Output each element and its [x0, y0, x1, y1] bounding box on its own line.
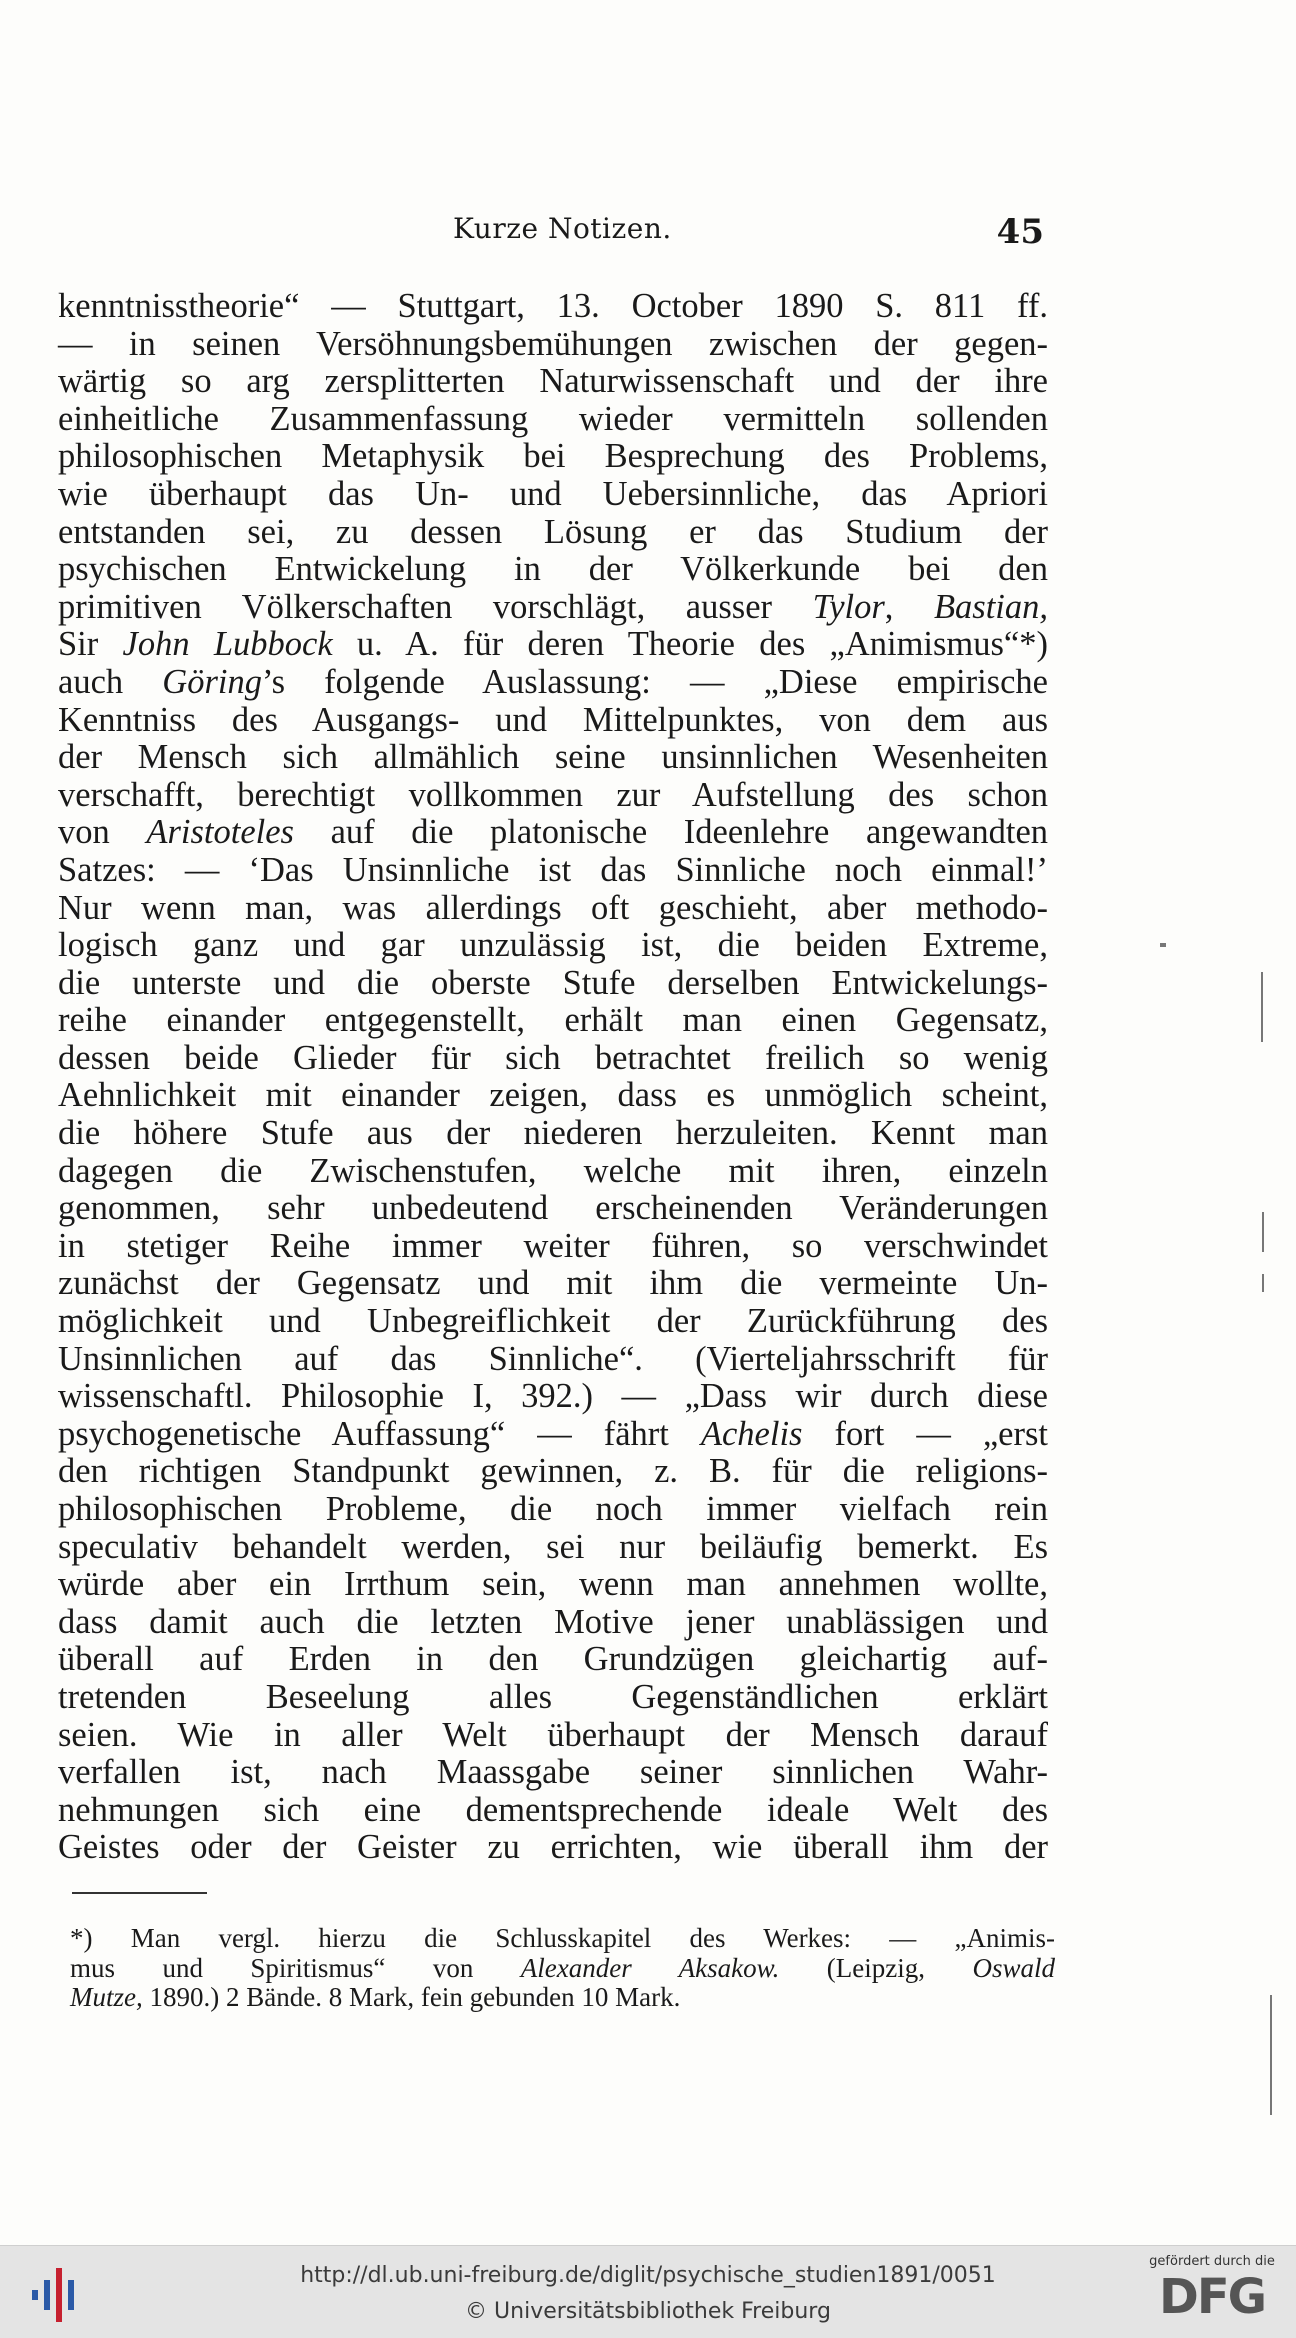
text-line: logisch ganz und gar unzulässig ist, die beiden Extreme, — [58, 926, 1048, 965]
text-line — [58, 664, 1048, 702]
person-name: Göring — [162, 662, 262, 701]
text-line: die unterste und die oberste Stufe derselben Entwickelungs- — [58, 963, 1048, 1002]
text-line — [58, 814, 1048, 852]
text-line — [58, 1416, 1048, 1454]
text-line: Satzes: — ‘Das Unsinnliche ist das Sinnliche noch einmal!’ — [58, 850, 1048, 889]
text-segment: Sir — [58, 625, 123, 664]
author-name: Alexander Aksakow. — [520, 1952, 780, 1983]
person-name: Tylor — [812, 587, 885, 626]
page-header — [58, 212, 1044, 252]
text-line: Aehnlichkeit mit einander zeigen, dass es unmöglich scheint, — [58, 1076, 1048, 1115]
text-segment: psychogenetische Auffassung“ — fährt — [58, 1414, 701, 1453]
text-line: Kenntniss des Ausgangs- und Mittelpunktes, von dem aus — [58, 700, 1048, 739]
footer-bar — [0, 2245, 1296, 2338]
text-segment: 1890.) 2 Bände. 8 Mark, fein gebunden 10 Mark. — [142, 1982, 681, 2012]
text-line: Unsinnlichen auf das Sinnliche“. (Vierteljahrsschrift für — [58, 1339, 1048, 1378]
dfg-logo — [1142, 2254, 1282, 2334]
dfg-wordmark: DFG — [1158, 2269, 1266, 2325]
text-segment: ’s folgende Auslassung: — „Diese empirische — [261, 662, 1048, 701]
text-line: verschafft, berechtigt vollkommen zur Aufstellung des schon — [58, 775, 1048, 814]
text-line: überall auf Erden in den Grundzügen gleichartig auf- — [58, 1640, 1048, 1679]
text-line: der Mensch sich allmählich seine unsinnlichen Wesenheiten — [58, 738, 1048, 777]
footnote-rule — [72, 1892, 207, 1894]
body-text — [58, 288, 1048, 1867]
text-segment: , — [884, 587, 934, 626]
text-line: in stetiger Reihe immer weiter führen, so verschwindet — [58, 1226, 1048, 1265]
scan-artifact — [1262, 1212, 1264, 1252]
text-segment: auch — [58, 662, 163, 701]
dfg-caption: gefördert durch die — [1149, 2254, 1275, 2269]
text-line: tretenden Beseelung alles Gegenständlichen erklärt — [58, 1677, 1048, 1716]
text-segment: auf die platonische Ideenlehre angewandten — [293, 813, 1049, 852]
scan-artifact — [1261, 972, 1263, 1042]
text-segment: von — [58, 813, 147, 852]
text-line: kenntnisstheorie“ — Stuttgart, 13. October 1890 S. 811 ff. — [58, 287, 1048, 325]
text-line: wärtig so arg zersplitterten Naturwissenschaft und der ihre — [58, 362, 1048, 401]
text-segment: mus und Spiritismus“ von — [70, 1952, 521, 1983]
text-line — [58, 626, 1048, 664]
text-line: nehmungen sich eine dementsprechende ideale Welt des — [58, 1790, 1048, 1829]
text-line: philosophischen Metaphysik bei Besprechung des Problems, — [58, 437, 1048, 476]
person-name: Bastian, — [933, 587, 1048, 626]
text-segment: fort — „erst — [802, 1414, 1048, 1453]
text-line: genommen, sehr unbedeutend erscheinenden Veränderungen — [58, 1189, 1048, 1228]
text-line: Nur wenn man, was allerdings oft geschieht, aber methodo- — [58, 888, 1048, 927]
person-name: Aristoteles — [146, 813, 294, 852]
person-name: John Lubbock — [122, 625, 333, 664]
text-line: speculativ behandelt werden, sei nur beiläufig bemerkt. Es — [58, 1527, 1048, 1566]
text-segment: primitiven Völkerschaften vorschlägt, ausser — [58, 587, 813, 626]
text-line: wie überhaupt das Un- und Uebersinnliche, das Apriori — [58, 474, 1048, 513]
text-segment: u. A. für deren Theorie des „Animismus“*) — [332, 625, 1048, 664]
text-line: dagegen die Zwischenstufen, welche mit ihren, einzeln — [58, 1151, 1048, 1190]
running-title: Kurze Notizen. — [453, 212, 672, 245]
publisher-name: Mutze, — [70, 1982, 143, 2012]
document-url-link[interactable]: http://dl.ub.uni-freiburg.de/diglit/psychische_studien1891/0051 — [300, 2263, 996, 2288]
text-line: reihe einander entgegenstellt, erhält man einen Gegensatz, — [58, 1001, 1048, 1040]
text-line: verfallen ist, nach Maassgabe seiner sinnlichen Wahr- — [58, 1753, 1048, 1792]
text-line: Geistes oder der Geister zu errichten, wie überall ihm der — [58, 1828, 1048, 1867]
text-line: einheitliche Zusammenfassung wieder vermitteln sollenden — [58, 399, 1048, 438]
text-line: möglichkeit und Unbegreiflichkeit der Zurückführung des — [58, 1302, 1048, 1341]
text-line: seien. Wie in aller Welt überhaupt der Mensch darauf — [58, 1715, 1048, 1754]
text-line: dass damit auch die letzten Motive jener unablässigen und — [58, 1602, 1048, 1641]
text-line: entstanden sei, zu dessen Lösung er das Studium der — [58, 512, 1048, 551]
footnote-line — [70, 1983, 1055, 2013]
text-segment: (Leipzig, — [779, 1952, 973, 1983]
text-line: wissenschaftl. Philosophie I, 392.) — „Dass wir durch diese — [58, 1377, 1048, 1416]
text-line: zunächst der Gegensatz und mit ihm die vermeinte Un- — [58, 1264, 1048, 1303]
person-name: Achelis — [700, 1414, 803, 1453]
copyright-notice: © Universitätsbibliothek Freiburg — [465, 2299, 831, 2324]
footnote-line — [70, 1954, 1055, 1984]
text-line: dessen beide Glieder für sich betrachtet freilich so wenig — [58, 1038, 1048, 1077]
text-line: den richtigen Standpunkt gewinnen, z. B. für die religions- — [58, 1452, 1048, 1491]
scan-artifact — [1270, 1995, 1272, 2115]
scan-artifact — [1160, 943, 1166, 947]
text-line: die höhere Stufe aus der niederen herzuleiten. Kennt man — [58, 1114, 1048, 1153]
footnote-line: *) Man vergl. hierzu die Schlusskapitel des Werkes: — „Animis- — [70, 1923, 1055, 1953]
scan-artifact — [1262, 1274, 1264, 1292]
page-number: 45 — [996, 212, 1044, 252]
text-line: würde aber ein Irrthum sein, wenn man annehmen wollte, — [58, 1565, 1048, 1604]
publisher-name: Oswald — [972, 1952, 1055, 1983]
footnote — [70, 1924, 1055, 2013]
text-line: — in seinen Versöhnungsbemühungen zwischen der gegen- — [58, 324, 1048, 363]
text-line: psychischen Entwickelung in der Völkerkunde bei den — [58, 550, 1048, 589]
text-line: philosophischen Probleme, die noch immer vielfach rein — [58, 1490, 1048, 1528]
text-line — [58, 589, 1048, 627]
